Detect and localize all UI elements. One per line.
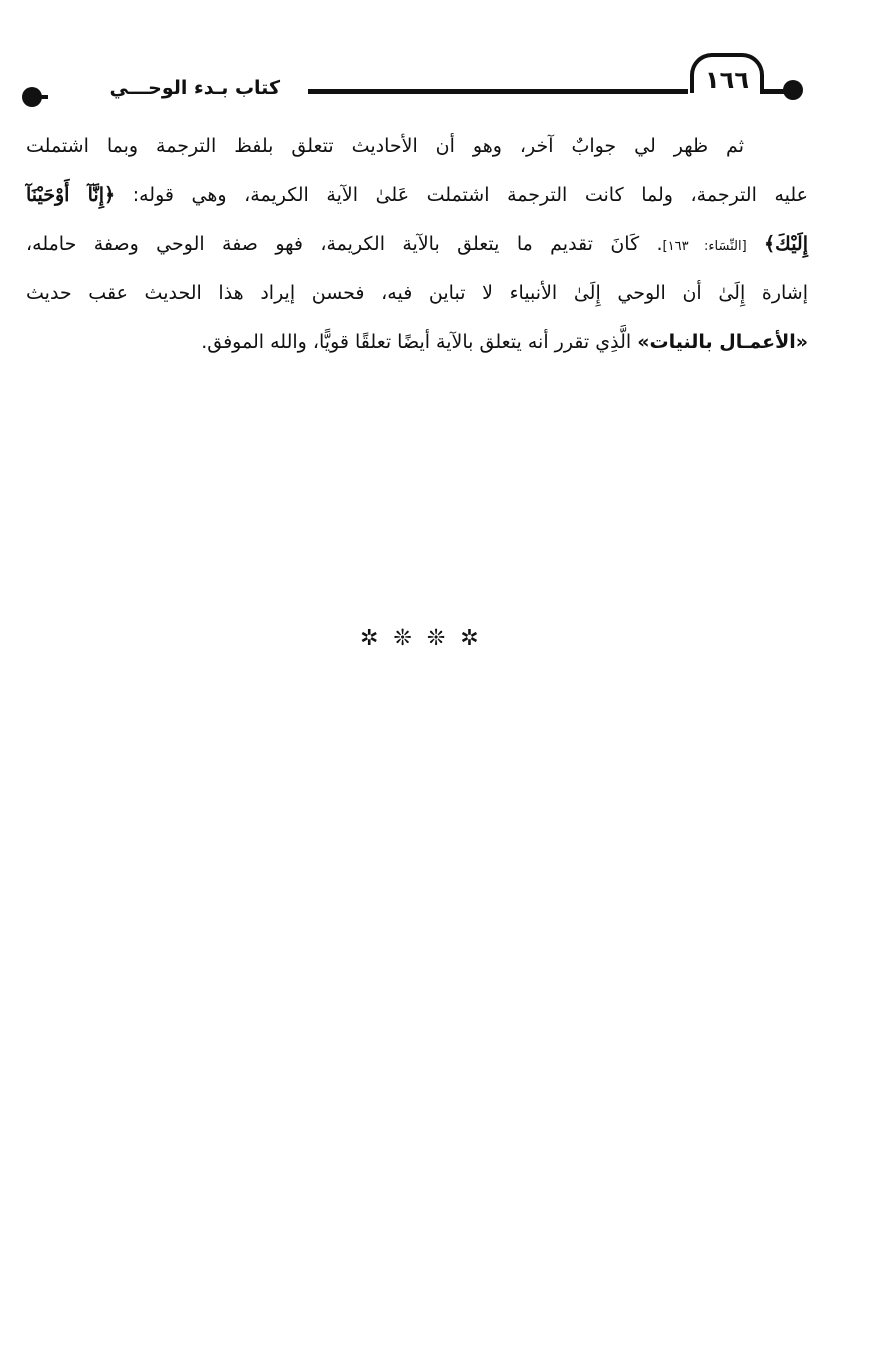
running-head-title: كتاب بـدء الوحـــي bbox=[109, 77, 280, 99]
section-separator: ✲ ❊ ❊ ✲ bbox=[360, 626, 483, 651]
text-span: عليه الترجمة، ولما كانت الترجمة اشتملت عَلىٰ الآية الكريمة، وهي قوله: bbox=[132, 184, 808, 206]
text-line bbox=[26, 220, 808, 269]
body-paragraph bbox=[26, 122, 808, 367]
text-line bbox=[26, 318, 808, 367]
text-span: . كَانَ تقديم ما يتعلق بالآية الكريمة، فهو صفة الوحي وصفة حامله، bbox=[26, 233, 663, 255]
quran-verse: إِلَيْكَ﴾ bbox=[764, 233, 808, 255]
header-ornament-tail bbox=[38, 95, 48, 99]
header-rule bbox=[308, 89, 688, 94]
text-line: ثم ظهر لي جوابٌ آخر، وهو أن الأحاديث تتعلق بلفظ الترجمة وبما اشتملت bbox=[26, 135, 744, 157]
text-line bbox=[26, 171, 808, 220]
quran-verse: ﴿إِنَّآ أَوْحَيْنَآ bbox=[26, 184, 116, 206]
header-rule-right bbox=[760, 89, 790, 94]
page-number-tab bbox=[690, 53, 764, 93]
verse-reference: [النِّسَاء: ١٦٣] bbox=[662, 239, 747, 254]
page-number: ١٦٦ bbox=[705, 66, 749, 94]
hadith-title: «الأعمـال بالنيات» bbox=[637, 331, 808, 353]
text-span: الَّذِي تقرر أنه يتعلق بالآية أيضًا تعلقًا قويًّا، والله الموفق. bbox=[201, 331, 638, 353]
text-line: إشارة إِلَىٰ أن الوحي إِلَىٰ الأنبياء لا تباين فيه، فحسن إيراد هذا الحديث عقب حديث bbox=[26, 282, 808, 304]
